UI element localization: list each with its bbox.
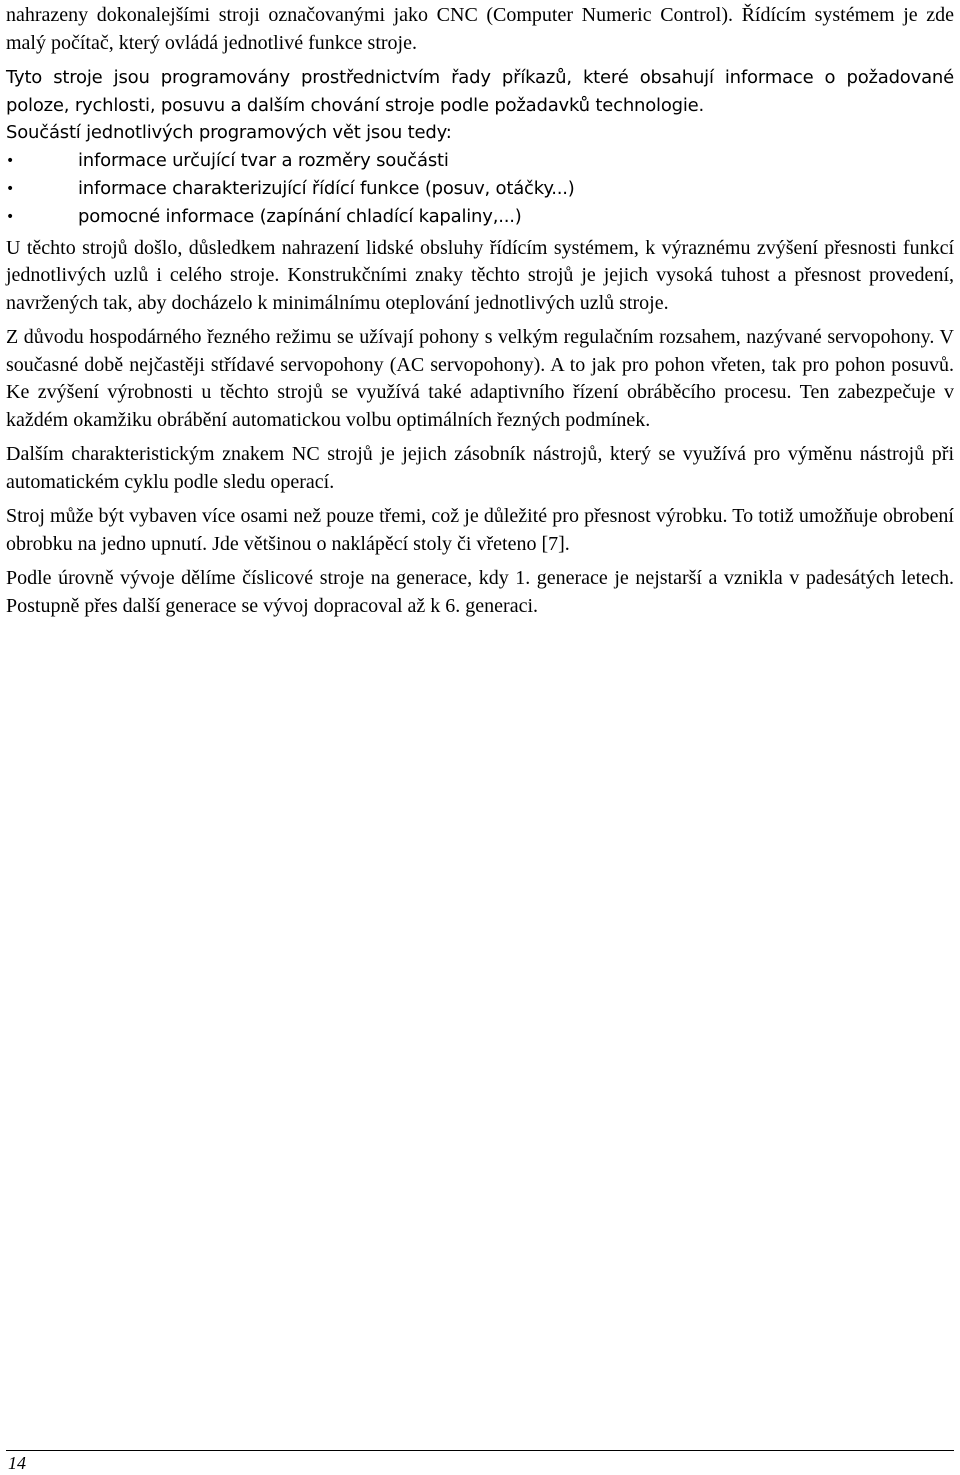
- footer-divider: [6, 1450, 954, 1451]
- program-parts-list: [6, 147, 954, 231]
- paragraph-tool-magazine: Dalším charakteristickým znakem NC strojů je jejich zásobník nástrojů, který se využívá pro výměnu nástrojů při automatickém cyklu podle sledu operací.: [6, 443, 954, 493]
- list-item-text: pomocné informace (zapínání chladící kapaliny,...): [78, 205, 522, 227]
- paragraph-cnc-intro: nahrazeny dokonalejšími stroji označovanými jako CNC (Computer Numeric Control). Řídícím systémem je zde malý počítač, který ovládá jednotlivé funkce stroje.: [6, 4, 954, 54]
- paragraph-axes: Stroj může být vybaven více osami než pouze třemi, což je důležité pro přesnost výrobku. To totiž umožňuje obrobení obrobku na jedno upnutí. Jde většinou o naklápěcí stoly či vřeteno [7].: [6, 505, 954, 555]
- paragraph-precision: U těchto strojů došlo, důsledkem nahrazení lidské obsluhy řídícím systémem, k výraznému zvýšení přesnosti funkcí jednotlivých uzlů i celého stroje. Konstrukčními znaky těchto strojů je jejich vysoká tuhost a přesnost provedení, navržených tak, aby docházelo k minimálnímu oteplování jednotlivých uzlů stroje.: [6, 236, 954, 314]
- list-item-text: informace charakterizující řídící funkce (posuv, otáčky...): [78, 177, 575, 199]
- document-body: [6, 2, 954, 627]
- page-number: 14: [8, 1453, 26, 1473]
- bullet-icon: •: [6, 208, 15, 225]
- list-item: [6, 203, 954, 231]
- bullet-icon: •: [6, 152, 15, 169]
- paragraph-programming: Tyto stroje jsou programovány prostřednictvím řady příkazů, které obsahují informace o požadované poloze, rychlosti, posuvu a dalším chování stroje podle požadavků technologie.: [6, 67, 954, 116]
- paragraph-generations: Podle úrovně vývoje dělíme číslicové stroje na generace, kdy 1. generace je nejstarší a vznikla v padesátých letech. Postupně přes další generace se vývoj dopracoval až k 6. generaci.: [6, 567, 954, 617]
- bullet-icon: •: [6, 180, 15, 197]
- paragraph-servo-drives: Z důvodu hospodárného řezného režimu se užívají pohony s velkým regulačním rozsahem, nazývané servopohony. V současné době nejčastěji střídavé servopohony (AC servopohony). A to jak pro pohon vřeten, tak pro pohon posuvů. Ke zvýšení výrobnosti u těchto strojů se využívá také adaptivního řízení obráběcího procesu. Ten zabezpečuje v každém okamžiku obrábění automatickou volbu optimálních řezných podmínek.: [6, 326, 954, 431]
- list-item: [6, 147, 954, 175]
- paragraph-program-parts: Součástí jednotlivých programových vět jsou tedy:: [6, 122, 452, 143]
- list-item: [6, 175, 954, 203]
- list-item-text: informace určující tvar a rozměry součásti: [78, 149, 449, 171]
